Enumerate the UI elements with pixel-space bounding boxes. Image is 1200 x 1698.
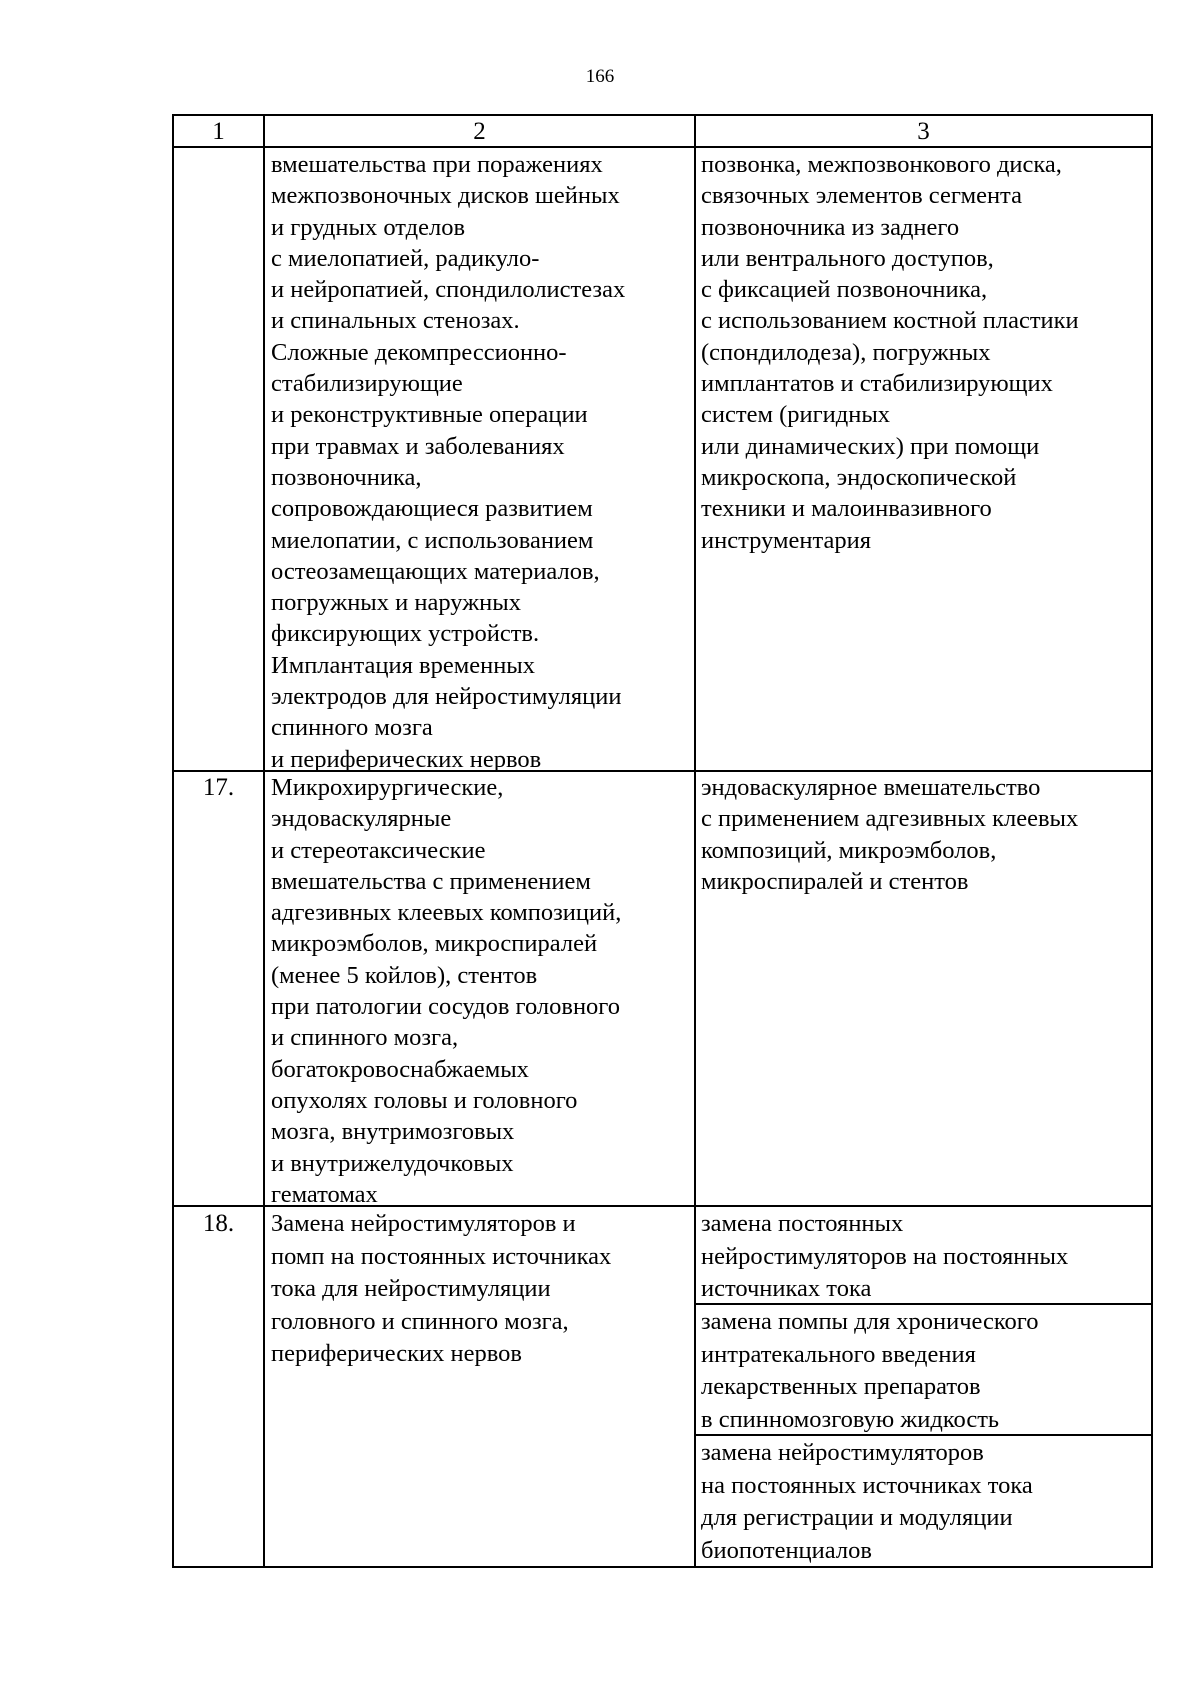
header-col-2: 2 xyxy=(473,118,486,145)
table-border-top xyxy=(172,114,1153,116)
table-border-right xyxy=(1151,114,1153,1568)
page-number: 166 xyxy=(585,66,615,87)
row-method-text: позвонка, межпозвонкового диска, связочных элементов сегмента позвоночника из заднего или вентрального доступов, с фиксацией позвоночника, с использованием костной пластики (спондилодеза), погружных имплантатов и стабилизирующих систем (ригидных или динамических) при помощи микроскопа, эндоскопической техники и малоинвазивного инструментария xyxy=(701,151,1079,554)
row-number: 18. xyxy=(202,1210,235,1237)
row-method-text: эндоваскулярное вмешательство с применением адгезивных клеевых композиций, микроэмболов, микроспиралей и стентов xyxy=(701,774,1079,895)
row-procedure-text: Микрохирургические, эндоваскулярные и стереотаксические вмешательства с применением адгезивных клеевых композиций, микроэмболов, микроспиралей (менее 5 койлов), стентов при патологии сосудов головного и спинного мозга, богатокровоснабжаемых опухолях головы и головного мозга, внутримозговых и внутрижелудочковых гематомах xyxy=(271,774,622,1208)
row-method-text: замена постоянных нейростимуляторов на постоянных источниках тока xyxy=(701,1210,1069,1302)
header-col-3: 3 xyxy=(917,118,930,145)
table-border-left xyxy=(172,114,174,1568)
row-number: 17. xyxy=(202,774,235,801)
header-col-1: 1 xyxy=(212,118,225,145)
row-procedure-text: вмешательства при поражениях межпозвоночных дисков шейных и грудных отделов с миелопатией, радикуло- и нейропатией, спондилолистезах и спинальных стенозах. Сложные декомпрессионно- стабилизирующие и реконструктивные операции при травмах и заболеваниях позвоночника, сопровождающиеся развитием миелопатии, с использованием остеозамещающих материалов, погружных и наружных фиксирующих устройств. Имплантация временных электродов для нейростимуляции спинного мозга и периферических нервов xyxy=(271,151,626,773)
row-procedure-text: Замена нейростимуляторов и помп на постоянных источниках тока для нейростимуляции головного и спинного мозга, периферических нервов xyxy=(271,1210,612,1367)
table-border-col1 xyxy=(263,114,265,1568)
row-method-text: замена помпы для хронического интратекального введения лекарственных препаратов в спинномозговую жидкость xyxy=(701,1308,1039,1433)
row-method-text: замена нейростимуляторов на постоянных источниках тока для регистрации и модуляции биопотенциалов xyxy=(701,1439,1033,1564)
table-border-col2 xyxy=(694,114,696,1568)
